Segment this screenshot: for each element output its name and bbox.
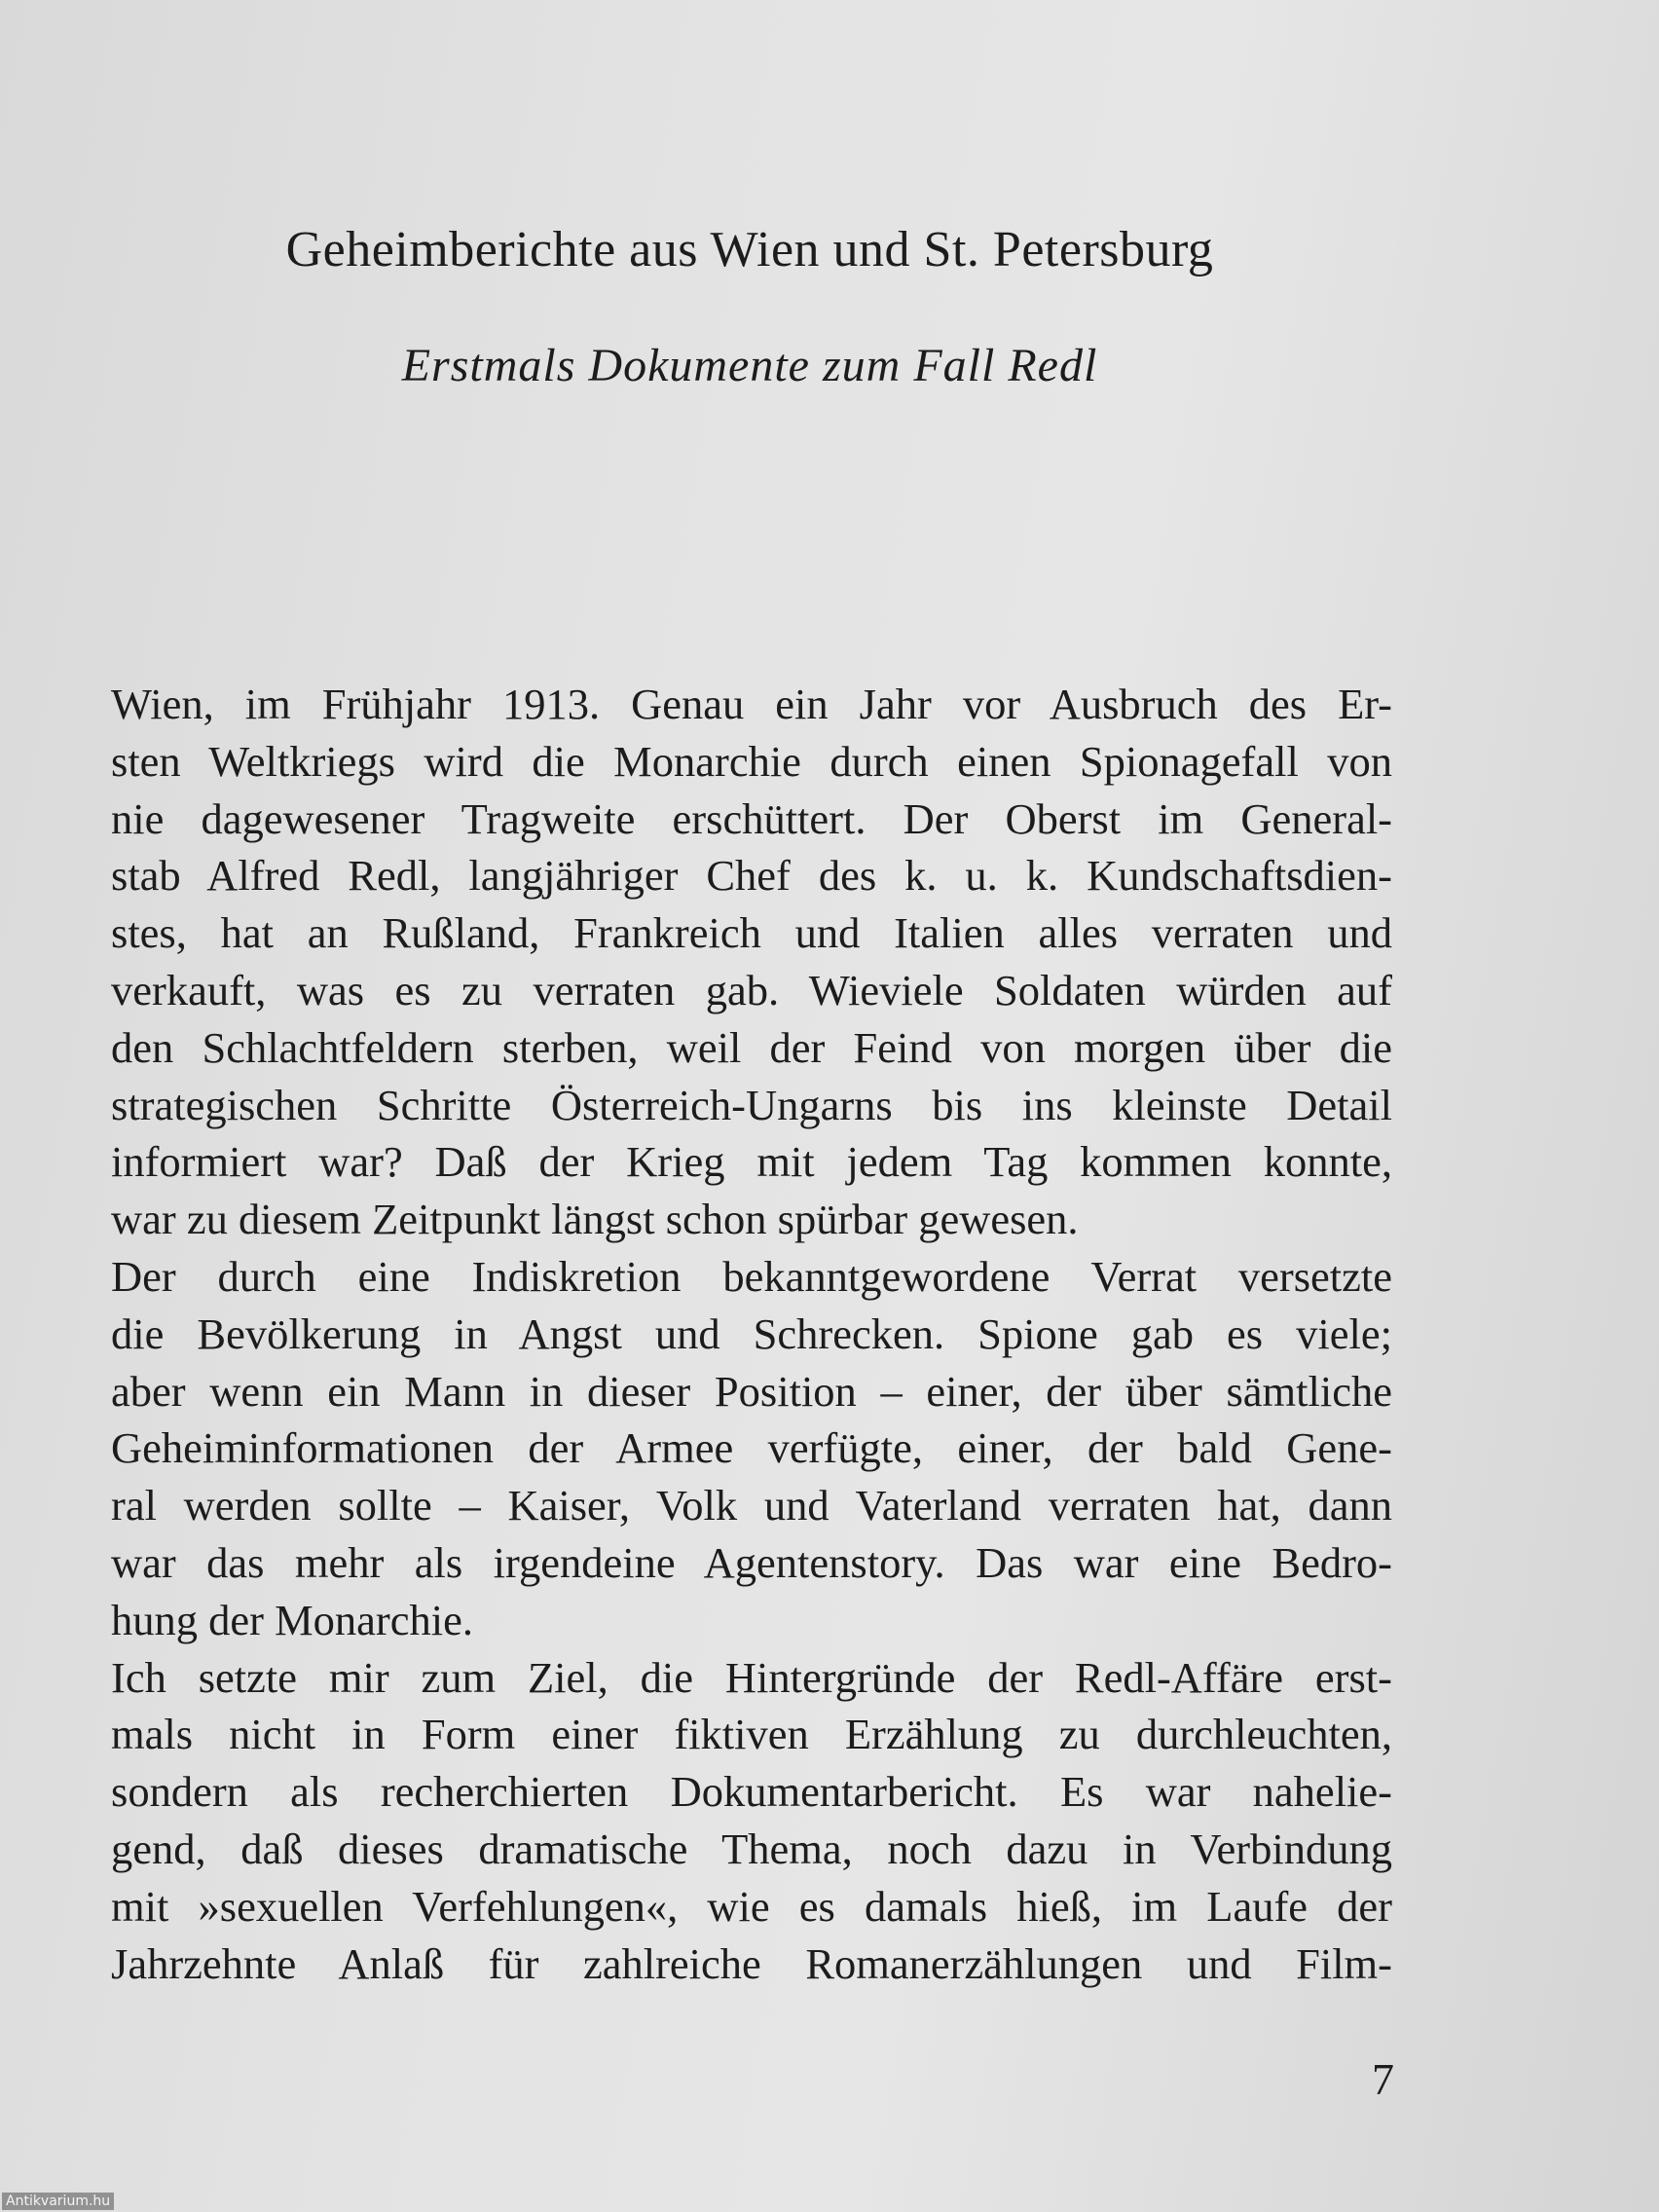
chapter-subtitle: Erstmals Dokumente zum Fall Redl (401, 340, 1098, 391)
text-line: stes, hat an Rußland, Frankreich und Italien alles verraten und (111, 908, 1392, 958)
text-line: Ich setzte mir zum Ziel, die Hintergründe der Redl-Affäre erst- (111, 1652, 1392, 1702)
text-line: hung der Monarchie. (111, 1595, 473, 1644)
text-line: mit »sexuellen Verfehlungen«, wie es damals hieß, im Laufe der (111, 1881, 1392, 1931)
text-line: Wien, im Frühjahr 1913. Genau ein Jahr vor Ausbruch des Er- (111, 680, 1392, 728)
text-line: Jahrzehnte Anlaß für zahlreiche Romanerzählungen und Film- (111, 1938, 1392, 1988)
watermark: Antikvarium.hu (2, 2193, 114, 2210)
text-line: den Schlachtfeldern sterben, weil der Feind von morgen über die (111, 1022, 1392, 1072)
text-line: sondern als recherchierten Dokumentarbericht. Es war nahelie- (111, 1767, 1392, 1817)
text-line: strategischen Schritte Österreich-Ungarns bis ins kleinste Detail (111, 1080, 1392, 1129)
text-line: ral werden sollte – Kaiser, Volk und Vaterland verraten hat, dann (111, 1481, 1392, 1530)
text-line: war zu diesem Zeitpunkt längst schon spürbar gewesen. (111, 1195, 1079, 1244)
text-line: sten Weltkriegs wird die Monarchie durch einen Spionagefall von (111, 736, 1392, 786)
text-line: aber wenn ein Mann in dieser Position – einer, der über sämtliche (111, 1366, 1392, 1416)
body-text (111, 676, 1392, 1992)
text-line: die Bevölkerung in Angst und Schrecken. Spione gab es viele; (111, 1309, 1392, 1358)
text-line: stab Alfred Redl, langjähriger Chef des k. u. k. Kundschaftsdien- (111, 851, 1392, 901)
chapter-title: Geheimberichte aus Wien und St. Petersburg (285, 222, 1214, 277)
text-line: verkauft, was es zu verraten gab. Wieviele Soldaten würden auf (111, 965, 1392, 1014)
page-number: 7 (1372, 2054, 1394, 2104)
text-line: informiert war? Daß der Krieg mit jedem Tag kommen konnte, (111, 1137, 1392, 1187)
text-line: mals nicht in Form einer fiktiven Erzählung zu durchleuchten, (111, 1710, 1392, 1759)
text-line: nie dagewesener Tragweite erschüttert. Der Oberst im General- (111, 793, 1392, 843)
text-line: war das mehr als irgendeine Agentenstory. Das war eine Bedro- (111, 1537, 1392, 1587)
text-line: Geheiminformationen der Armee verfügte, einer, der bald Gene- (111, 1423, 1392, 1473)
text-line: gend, daß dieses dramatische Thema, noch dazu in Verbindung (111, 1824, 1392, 1873)
text-line: Der durch eine Indiskretion bekanntgewordene Verrat versetzte (111, 1251, 1392, 1301)
